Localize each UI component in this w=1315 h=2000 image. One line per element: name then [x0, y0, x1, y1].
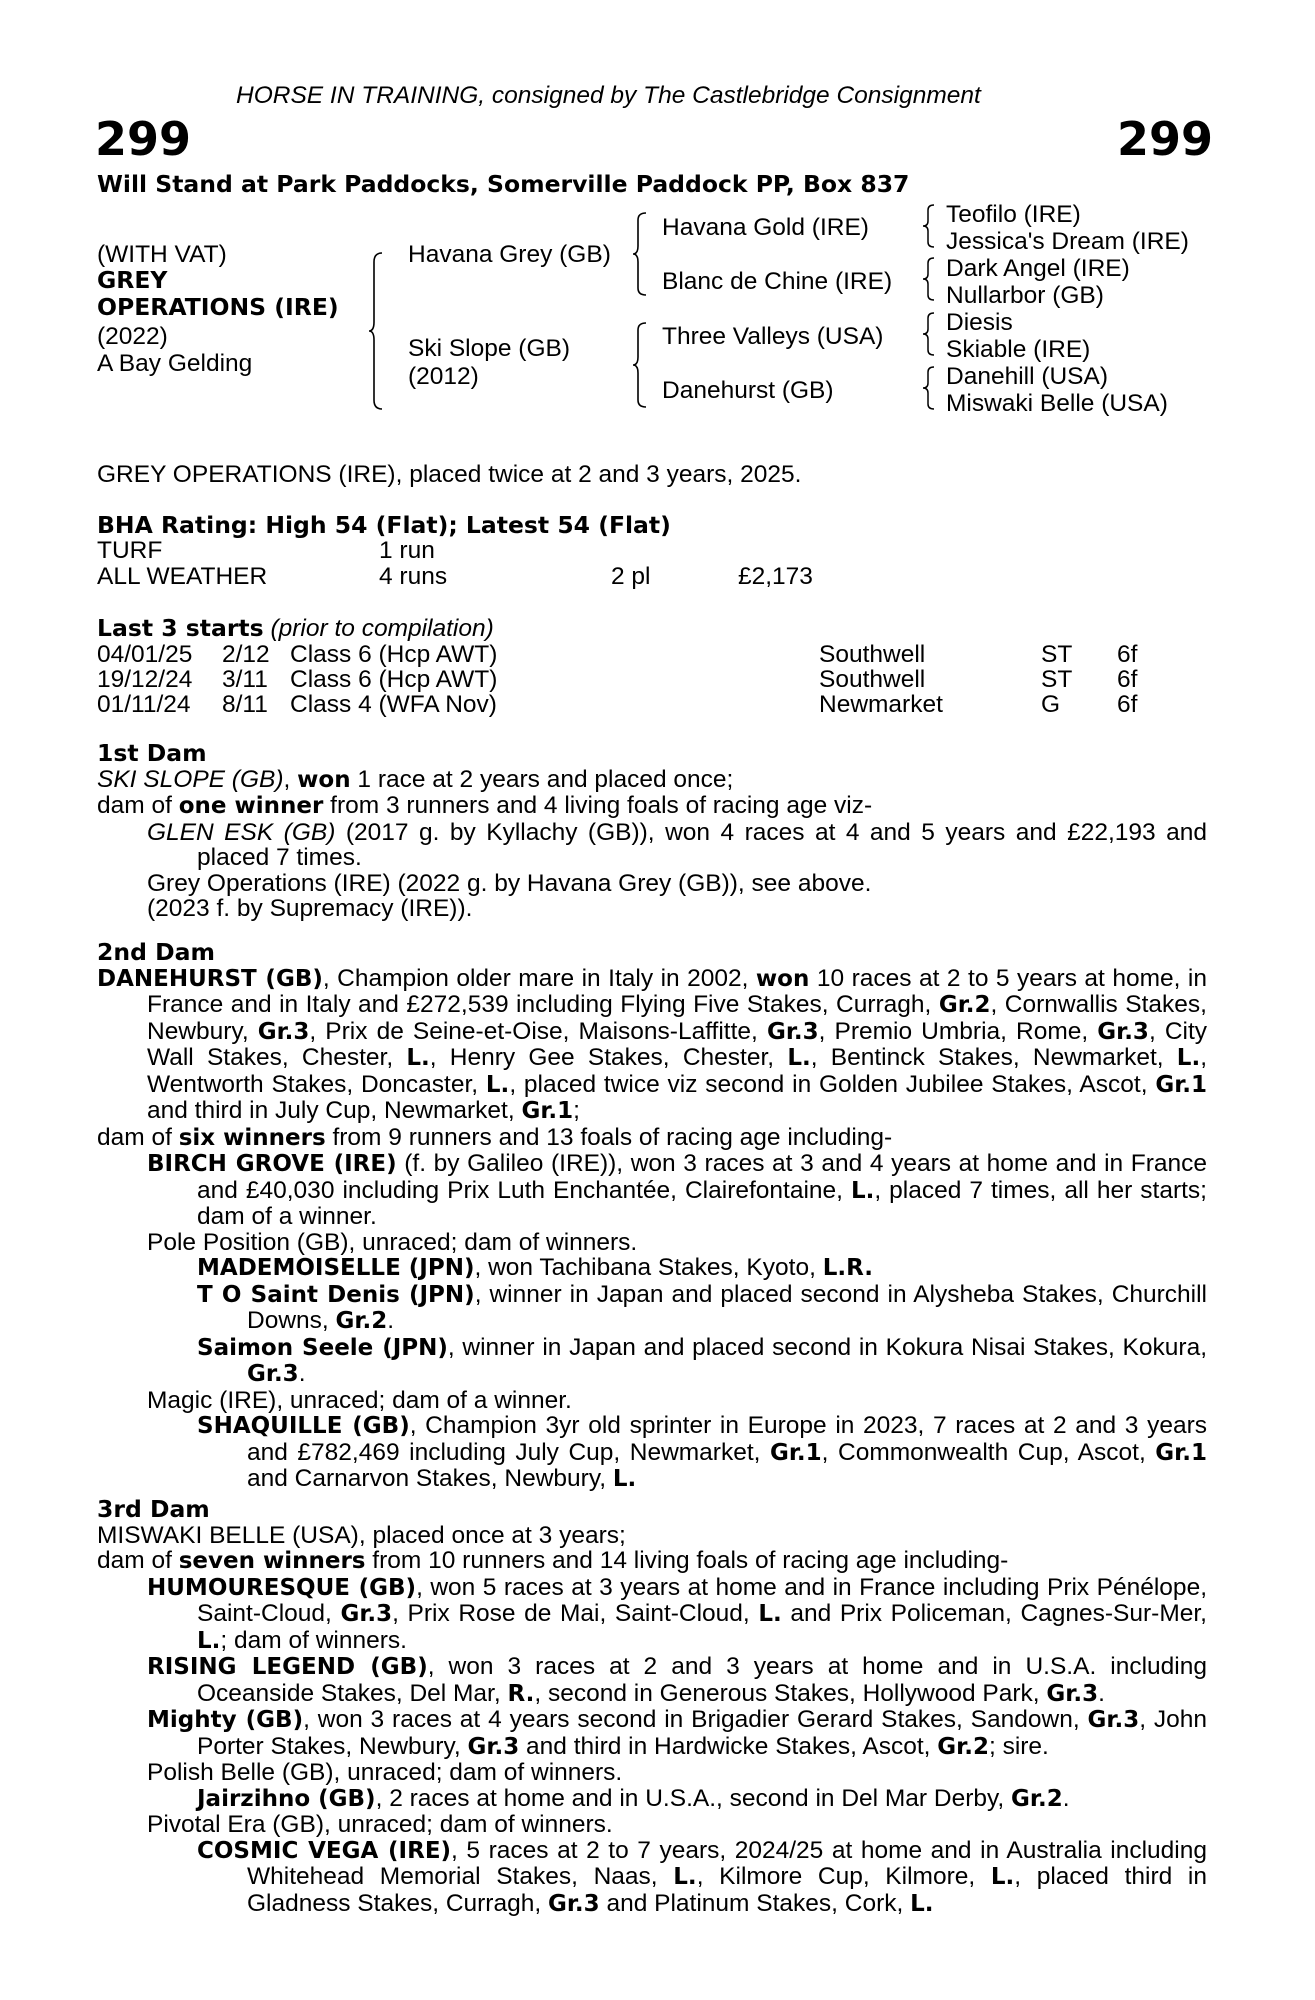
pedigree-brace-dam — [632, 322, 648, 408]
text: , second in Generous Stakes, Hollywood Park, — [534, 1679, 1047, 1707]
text: and third in Hardwicke Stakes, Ascot, — [519, 1732, 938, 1760]
text: ; sire. — [988, 1732, 1049, 1760]
grandsire-1: Teofilo (IRE) — [946, 201, 1081, 228]
dam-name: SKI SLOPE (GB) — [97, 765, 284, 793]
start-date: 01/11/24 — [97, 691, 191, 718]
grade-badge: Gr.1 — [1155, 1071, 1207, 1098]
grade-badge: L. — [1176, 1045, 1201, 1071]
text: . — [387, 1307, 395, 1334]
horse-name-line2: OPERATIONS (IRE) — [97, 293, 339, 321]
progeny-entry — [97, 820, 1207, 871]
grade-badge: L. — [787, 1045, 811, 1071]
foaling-year: (2022) — [97, 323, 168, 350]
sire-sire-name: Havana Gold (IRE) — [662, 214, 869, 241]
text: , placed third in Gladness Stakes, Curragh, — [247, 1863, 1208, 1917]
grade-badge: Gr.3 — [1097, 1018, 1149, 1045]
text: ; — [573, 1097, 580, 1124]
start-distance: 6f — [1117, 691, 1138, 718]
text: , Prix Rose de Mai, Saint-Cloud, — [392, 1600, 759, 1627]
last-starts-note: (prior to compilation) — [270, 615, 494, 642]
text: (f. by Galileo (IRE)), won 3 races at 3 and 4 years at home and in France and £40,030 including Prix Luth Enchantée, Clairefontaine, — [197, 1150, 1208, 1204]
progeny-entry — [97, 1707, 1207, 1760]
grade-badge: Gr.3 — [340, 1601, 393, 1627]
start-race: Class 6 (Hcp AWT) — [290, 666, 498, 693]
text: . — [1062, 1784, 1070, 1812]
progeny-entry — [97, 1575, 1207, 1655]
progeny-entry: Magic (IRE), unraced; dam of a winner. — [147, 1386, 572, 1414]
dam-name: Ski Slope (GB) — [408, 335, 571, 362]
horse-name: BIRCH GROVE (IRE) — [147, 1151, 397, 1177]
horse-description: A Bay Gelding — [97, 350, 253, 377]
text: from 10 runners and 14 living foals of racing age including- — [365, 1547, 1009, 1574]
text: , Champion 3yr old sprinter in Europe in 2023, 7 races at 2 and 3 years and £782,469 including July Cup, Newmarket, — [247, 1412, 1207, 1466]
start-date: 04/01/25 — [97, 641, 193, 668]
progeny-entry — [97, 1255, 1207, 1282]
text: , — [283, 765, 298, 793]
pedigree-brace-g4 — [922, 366, 936, 410]
text: , placed 7 times, all her starts; dam of a winner. — [197, 1176, 1207, 1230]
sire-name: Havana Grey (GB) — [408, 241, 611, 268]
stand-location: Will Stand at Park Paddocks, Somerville Paddock PP, Box 837 — [97, 170, 910, 198]
dam-record: MISWAKI BELLE (USA), placed once at 3 years; — [97, 1521, 626, 1549]
start-distance: 6f — [1117, 641, 1138, 668]
winners-count: six winners — [178, 1124, 326, 1151]
dam-sire-name: Three Valleys (USA) — [662, 323, 884, 350]
granddam-1: Jessica's Dream (IRE) — [946, 228, 1189, 255]
text: and Platinum Stakes, Cork, — [599, 1889, 911, 1917]
grade-badge: Gr.3 — [766, 1018, 819, 1045]
start-going: ST — [1041, 641, 1073, 668]
horse-name: Mighty (GB) — [147, 1707, 304, 1733]
text: from 9 runners and 13 foals of racing age including- — [325, 1123, 893, 1151]
text: 1 race at 2 years and placed once; — [350, 765, 734, 793]
grade-badge: L. — [758, 1601, 782, 1627]
start-course: Newmarket — [819, 691, 943, 718]
grade-badge: L. — [910, 1890, 934, 1917]
text: , won Tachibana Stakes, Kyoto, — [474, 1254, 823, 1281]
text: from 3 runners and 4 living foals of racing age viz- — [323, 792, 873, 819]
rating-placed: 2 pl — [611, 563, 651, 590]
text: , 2 races at home and in U.S.A., second in Del Mar Derby, — [375, 1784, 1012, 1812]
start-course: Southwell — [819, 666, 926, 693]
text: , Champion older mare in Italy in 2002, — [322, 964, 756, 992]
dam-year: (2012) — [408, 363, 479, 390]
text: , Wentworth Stakes, Doncaster, — [147, 1044, 1208, 1098]
grade-badge: Gr.3 — [1087, 1707, 1140, 1733]
dam-name: DANEHURST (GB) — [97, 965, 323, 992]
third-dam-section — [97, 1497, 1207, 1917]
horse-name: HUMOURESQUE (GB) — [147, 1574, 417, 1601]
start-course: Southwell — [819, 641, 926, 668]
lot-number-right: 299 — [1117, 112, 1214, 166]
grade-badge: L. — [485, 1071, 510, 1098]
text: , won 5 races at 3 years at home and in France including Prix Pénélope, Saint-Cloud, — [197, 1573, 1207, 1627]
grade-badge: L. — [406, 1045, 430, 1071]
progeny-entry: Pole Position (GB), unraced; dam of winners. — [147, 1228, 638, 1256]
progeny-entry — [97, 1413, 1207, 1493]
winners-count: seven winners — [178, 1548, 366, 1574]
text: , Premio Umbria, Rome, — [818, 1017, 1098, 1045]
granddam-4: Miswaki Belle (USA) — [946, 390, 1168, 417]
text: . — [298, 1360, 306, 1387]
granddam-2: Nullarbor (GB) — [946, 282, 1104, 309]
text: , City Wall Stakes, Chester, — [147, 1017, 1208, 1071]
text: dam of — [97, 1547, 179, 1574]
horse-name: T O Saint Denis (JPN) — [197, 1281, 475, 1308]
last-starts-heading — [97, 614, 494, 642]
grade-badge: Gr.2 — [335, 1308, 388, 1334]
grandsire-4: Danehill (USA) — [946, 363, 1109, 390]
grade-badge: Gr.2 — [937, 1733, 989, 1760]
grade-badge: Gr.3 — [1046, 1680, 1099, 1707]
grade-badge: Gr.3 — [547, 1890, 600, 1917]
text: , Kilmore Cup, Kilmore, — [696, 1863, 991, 1890]
grade-badge: L.R. — [822, 1255, 873, 1281]
grade-badge: Gr.3 — [467, 1733, 520, 1760]
start-position: 8/11 — [222, 691, 268, 718]
text: , Henry Gee Stakes, Chester, — [429, 1044, 788, 1071]
grade-badge: L. — [990, 1864, 1015, 1890]
section-heading: 3rd Dam — [97, 1495, 210, 1523]
grandsire-2: Dark Angel (IRE) — [946, 255, 1130, 282]
text: , 5 races at 2 to 7 years, 2024/25 at home and in Australia including Whitehead Memorial Stakes, Naas, — [247, 1836, 1207, 1890]
progeny-entry: Grey Operations (IRE) (2022 g. by Havana Grey (GB)), see above. — [147, 869, 872, 897]
second-dam-section — [97, 940, 1207, 1493]
pedigree-brace-g1 — [922, 204, 936, 248]
vat-note: (WITH VAT) — [97, 241, 227, 268]
progeny-entry — [97, 1282, 1207, 1335]
horse-name: COSMIC VEGA (IRE) — [197, 1837, 452, 1864]
grandsire-3: Diesis — [946, 309, 1013, 336]
dam-record — [97, 966, 1207, 1125]
progeny-entry — [97, 1335, 1207, 1388]
start-position: 2/12 — [222, 641, 270, 668]
catalogue-header: HORSE IN TRAINING, consigned by The Castlebridge Consignment — [236, 82, 981, 109]
last-starts-title: Last 3 starts — [97, 614, 264, 642]
grade-badge: R. — [507, 1680, 535, 1707]
pedigree-brace-g2 — [922, 257, 936, 301]
text: , won 3 races at 2 and 3 years at home and in U.S.A. including Oceanside Stakes, Del Mar, — [197, 1653, 1207, 1707]
grade-badge: Gr.1 — [521, 1098, 574, 1124]
won-label: won — [297, 766, 351, 793]
grade-badge: Gr.3 — [247, 1361, 299, 1387]
first-dam-section — [97, 741, 1207, 922]
text: , winner in Japan and placed second in Alysheba Stakes, Churchill Downs, — [247, 1280, 1208, 1334]
progeny-entry — [97, 1151, 1207, 1230]
text: and Prix Policeman, Cagnes-Sur-Mer, — [781, 1600, 1207, 1627]
rating-runs: 1 run — [379, 537, 435, 564]
grade-badge: L. — [612, 1466, 637, 1492]
text: , Commonwealth Cup, Ascot, — [821, 1438, 1156, 1466]
start-going: G — [1041, 691, 1061, 718]
grade-badge: Gr.2 — [1011, 1785, 1063, 1812]
start-distance: 6f — [1117, 666, 1138, 693]
rating-runs: 4 runs — [379, 563, 448, 590]
text: , Bentinck Stakes, Newmarket, — [810, 1044, 1177, 1071]
grade-badge: Gr.1 — [769, 1439, 822, 1466]
pedigree-brace-g3 — [922, 312, 936, 356]
bha-rating-heading: BHA Rating: High 54 (Flat); Latest 54 (Flat) — [97, 511, 671, 539]
progeny-entry — [97, 1654, 1207, 1707]
start-race: Class 4 (WFA Nov) — [290, 691, 497, 718]
rating-prize: £2,173 — [738, 563, 813, 590]
text: (2017 g. by Kyllachy (GB)), won 4 races at 4 and 5 years and £22,193 and placed 7 times. — [197, 818, 1207, 871]
text: dam of — [97, 1123, 179, 1151]
text: . — [1098, 1679, 1105, 1707]
text: , winner in Japan and placed second in Kokura Nisai Stakes, Kokura, — [447, 1333, 1207, 1361]
progeny-entry: Polish Belle (GB), unraced; dam of winners. — [147, 1759, 623, 1786]
horse-summary: GREY OPERATIONS (IRE), placed twice at 2 and 3 years, 2025. — [97, 461, 802, 488]
start-going: ST — [1041, 666, 1073, 693]
horse-name: Saimon Seele (JPN) — [197, 1334, 448, 1361]
sire-dam-name: Blanc de Chine (IRE) — [662, 268, 893, 295]
start-race: Class 6 (Hcp AWT) — [290, 641, 498, 668]
start-date: 19/12/24 — [97, 666, 193, 693]
winners-count: one winner — [178, 793, 324, 819]
start-position: 3/11 — [222, 666, 268, 693]
grade-badge: L. — [673, 1864, 697, 1890]
horse-name: Jairzihno (GB) — [197, 1785, 376, 1812]
horse-name: GLEN ESK (GB) — [147, 818, 336, 846]
grade-badge: L. — [850, 1177, 875, 1204]
pedigree-brace-main — [368, 252, 384, 410]
text: ; dam of winners. — [220, 1626, 407, 1654]
text: , Prix de Seine-et-Oise, Maisons-Laffitte, — [309, 1017, 767, 1045]
text: 10 races at 2 to 5 years at home, in France and in Italy and £272,539 including Flying Five Stakes, Curragh, — [147, 964, 1207, 1018]
horse-name-line1: GREY — [97, 266, 168, 294]
won-label: won — [755, 965, 810, 992]
text: dam of — [97, 792, 179, 819]
text: , Cornwallis Stakes, Newbury, — [147, 991, 1207, 1045]
grade-badge: L. — [197, 1627, 221, 1654]
section-heading: 1st Dam — [97, 739, 207, 767]
grade-badge: Gr.3 — [257, 1018, 310, 1045]
section-heading: 2nd Dam — [97, 938, 215, 966]
text: and third in July Cup, Newmarket, — [147, 1097, 522, 1124]
lot-number-left: 299 — [95, 112, 192, 166]
text: , won 3 races at 4 years second in Brigadier Gerard Stakes, Sandown, — [303, 1706, 1088, 1733]
progeny-entry: (2023 f. by Supremacy (IRE)). — [147, 895, 473, 922]
horse-name: SHAQUILLE (GB) — [197, 1413, 410, 1439]
granddam-3: Skiable (IRE) — [946, 336, 1091, 363]
rating-surface: TURF — [97, 537, 163, 564]
horse-name: RISING LEGEND (GB) — [147, 1654, 428, 1680]
progeny-entry — [97, 1838, 1207, 1918]
progeny-entry — [97, 1786, 1207, 1813]
progeny-entry: Pivotal Era (GB), unraced; dam of winners. — [147, 1811, 613, 1838]
horse-name: MADEMOISELLE (JPN) — [197, 1255, 475, 1281]
dam-dam-name: Danehurst (GB) — [662, 377, 834, 404]
grade-badge: Gr.2 — [938, 992, 991, 1018]
text: and Carnarvon Stakes, Newbury, — [247, 1465, 613, 1492]
text: , placed twice viz second in Golden Jubilee Stakes, Ascot, — [509, 1070, 1156, 1098]
grade-badge: Gr.1 — [1155, 1439, 1207, 1466]
rating-surface: ALL WEATHER — [97, 563, 268, 590]
pedigree-brace-sire — [632, 212, 648, 296]
text: , John Porter Stakes, Newbury, — [197, 1706, 1207, 1760]
